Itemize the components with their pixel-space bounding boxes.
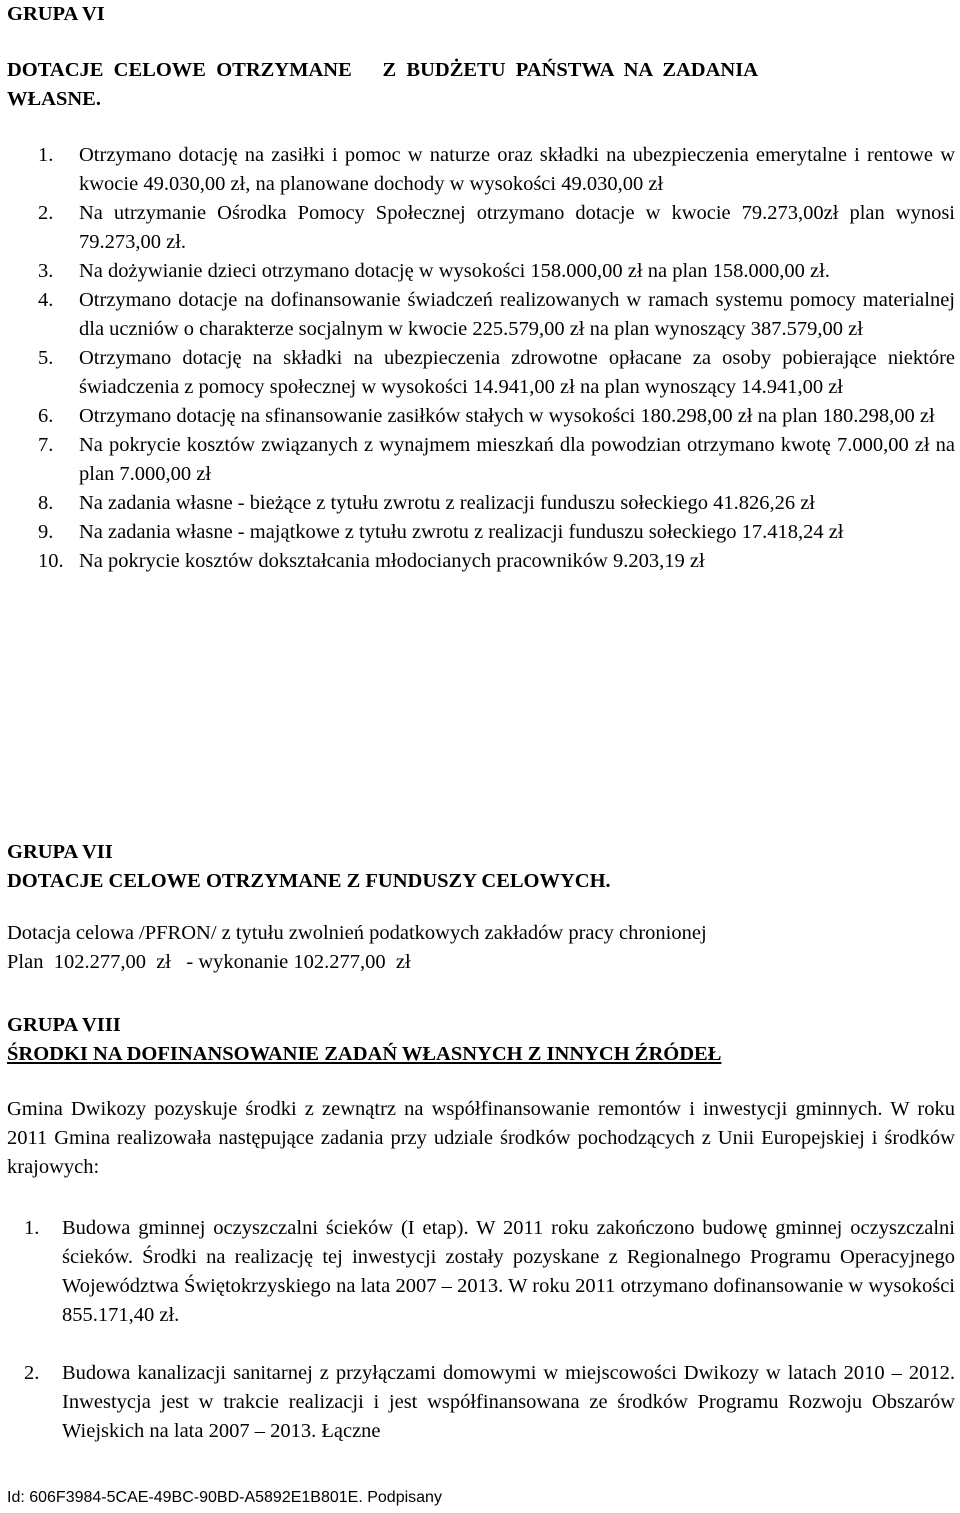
list-item (24, 1214, 955, 1330)
list-item (38, 518, 955, 547)
item-text: Na pokrycie kosztów związanych z wynajmem mieszkań dla powodzian otrzymano kwotę 7.000,00 zł na plan 7.000,00 zł (79, 434, 955, 485)
item-text: Na utrzymanie Ośrodka Pomocy Społecznej otrzymano dotacje w kwocie 79.273,00zł plan wynosi 79.273,00 zł. (79, 202, 955, 253)
item-number: 1. (24, 1217, 40, 1239)
item-number: 1. (38, 144, 54, 166)
group8-intro: Gmina Dwikozy pozyskuje środki z zewnątrz na współfinansowanie remontów i inwestycji gminnych. W roku 2011 Gmina realizowała następujące zadania przy udziale środków pochodzących z Unii Europejskiej i środków krajowych: (7, 1098, 955, 1178)
item-text: Budowa kanalizacji sanitarnej z przyłączami domowymi w miejscowości Dwikozy w latach 2010 – 2012. Inwestycja jest w trakcie realizacji i jest współfinansowana ze środków Programu Rozwoju Obszarów Wiejskich na lata 2007 – 2013. Łączne (62, 1362, 955, 1442)
group8-section (7, 1011, 955, 1182)
group6-subheading: DOTACJE CELOWE OTRZYMANE Z BUDŻETU PAŃSTWA NA ZADANIA (7, 59, 759, 81)
group8-list (24, 1214, 955, 1446)
list-item (38, 141, 955, 199)
list-item (38, 199, 955, 257)
group7-subheading: DOTACJE CELOWE OTRZYMANE Z FUNDUSZY CELOWYCH. (7, 870, 611, 892)
list-item (38, 257, 955, 286)
group6-list (38, 141, 955, 576)
list-item (38, 431, 955, 489)
item-number: 9. (38, 521, 54, 543)
list-item (38, 489, 955, 518)
item-number: 3. (38, 260, 54, 282)
item-text: Budowa gminnej oczyszczalni ścieków (I etap). W 2011 roku zakończono budowę gminnej oczyszczalni ścieków. Środki na realizację tej inwestycji zostały pozyskane z Regionalnego Programu Operacyjnego Województwa Świętokrzyskiego na lata 2007 – 2013. W roku 2011 otrzymano dofinansowanie w wysokości 855.171,40 zł. (62, 1217, 955, 1326)
list-item (38, 402, 955, 431)
item-text: Na pokrycie kosztów dokształcania młodocianych pracowników 9.203,19 zł (79, 550, 705, 572)
item-number: 7. (38, 434, 54, 456)
item-number: 10. (38, 550, 64, 572)
document-id-footer: Id: 606F3984-5CAE-49BC-90BD-A5892E1B801E. Podpisany (7, 1489, 442, 1506)
group6-heading: GRUPA VI (7, 3, 105, 25)
item-number: 4. (38, 289, 54, 311)
list-item (38, 344, 955, 402)
group7-plan-line: Plan 102.277,00 zł - wykonanie 102.277,00 zł (7, 951, 411, 973)
group8-subheading: ŚRODKI NA DOFINANSOWANIE ZADAŃ WŁASNYCH Z INNYCH ŹRÓDEŁ (7, 1043, 722, 1065)
group6-subheading-cont: WŁASNE. (7, 88, 101, 110)
item-text: Na zadania własne - bieżące z tytułu zwrotu z realizacji funduszu sołeckiego 41.826,26 zł (79, 492, 815, 514)
list-item (38, 547, 955, 576)
list-item (38, 286, 955, 344)
item-number: 6. (38, 405, 54, 427)
item-text: Otrzymano dotację na sfinansowanie zasiłków stałych w wysokości 180.298,00 zł na plan 180.298,00 zł (79, 405, 935, 427)
item-number: 2. (24, 1362, 40, 1384)
item-text: Na dożywianie dzieci otrzymano dotację w wysokości 158.000,00 zł na plan 158.000,00 zł. (79, 260, 830, 282)
group8-heading: GRUPA VIII (7, 1014, 121, 1036)
list-item (24, 1359, 955, 1446)
group7-section (7, 838, 955, 977)
item-number: 5. (38, 347, 54, 369)
item-text: Na zadania własne - majątkowe z tytułu zwrotu z realizacji funduszu sołeckiego 17.418,24 zł (79, 521, 844, 543)
group6-section (7, 0, 955, 114)
item-number: 2. (38, 202, 54, 224)
group7-heading: GRUPA VII (7, 841, 113, 863)
item-text: Otrzymano dotację na składki na ubezpieczenia zdrowotne opłacane za osoby pobierające niektóre świadczenia z pomocy społecznej w wysokości 14.941,00 zł na plan wynoszący 14.941,00 zł (79, 347, 955, 398)
item-text: Otrzymano dotację na zasiłki i pomoc w naturze oraz składki na ubezpieczenia emerytalne i rentowe w kwocie 49.030,00 zł, na planowane dochody w wysokości 49.030,00 zł (79, 144, 955, 195)
item-number: 8. (38, 492, 54, 514)
item-text: Otrzymano dotacje na dofinansowanie świadczeń realizowanych w ramach systemu pomocy materialnej dla uczniów o charakterze socjalnym w kwocie 225.579,00 zł na plan wynoszący 387.579,00 zł (79, 289, 955, 340)
group7-line: Dotacja celowa /PFRON/ z tytułu zwolnień podatkowych zakładów pracy chronionej (7, 922, 707, 944)
